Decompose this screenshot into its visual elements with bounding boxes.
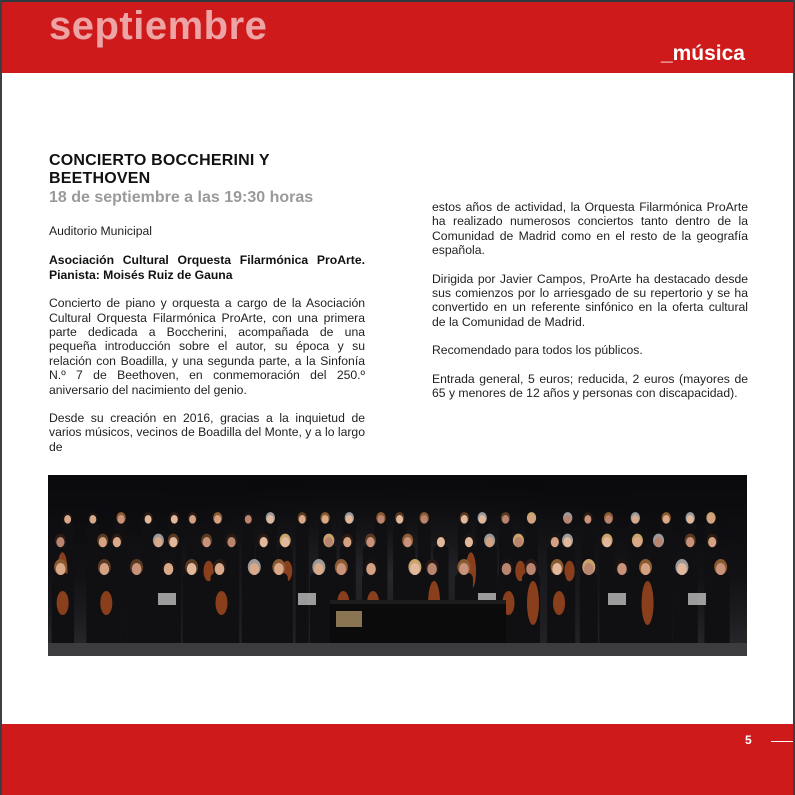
paragraph: Entrada general, 5 euros; reducida, 2 euros (mayores de 65 y menores de 12 años y personas con discapacidad). bbox=[432, 371, 748, 401]
paragraph: Desde su creación en 2016, gracias a la inquietud de varios músicos, vecinos de Boadilla del Monte, y a lo largo de bbox=[49, 411, 365, 454]
paragraph: Dirigida por Javier Campos, ProArte ha destacado desde sus comienzos por lo arriesgado de su repertorio y se ha convertido en un referente sinfónico en la oferta cultural de la Comunidad de Madrid. bbox=[432, 271, 748, 329]
event-date: 18 de septiembre a las 19:30 horas bbox=[49, 189, 314, 206]
month-heading: septiembre bbox=[49, 4, 268, 48]
event-title: CONCIERTO BOCCHERINI Y BEETHOVEN bbox=[49, 152, 270, 187]
section-label: _música bbox=[660, 42, 745, 65]
orchestra-photo bbox=[48, 475, 747, 656]
orchestra-photo-illustration bbox=[48, 475, 747, 656]
event-venue: Auditorio Municipal bbox=[49, 224, 152, 238]
event-performers: Asociación Cultural Orquesta Filarmónica ProArte. Pianista: Moisés Ruiz de Gauna bbox=[49, 253, 365, 282]
footer-band bbox=[2, 724, 793, 795]
paragraph: Recomendado para todos los públicos. bbox=[432, 343, 643, 358]
paragraph: Concierto de piano y orquesta a cargo de la Asociación Cultural Orquesta Filarmónica ProArte, con una primera parte dedicada a Boccherini, acompañada de una pequeña introducción sobre el autor, su época y su relación con Boadilla, y una segunda parte, a la Sinfonía N.º 7 de Beethoven, en conmemoración del 250.º aniversario del nacimiento del genio. bbox=[49, 296, 365, 397]
page-border-left bbox=[0, 0, 2, 795]
page-number: 5 bbox=[745, 733, 752, 747]
left-column bbox=[49, 152, 365, 468]
right-column bbox=[432, 200, 748, 414]
page-number-rule bbox=[771, 741, 793, 742]
paragraph: estos años de actividad, la Orquesta Filarmónica ProArte ha realizado numerosos conciertos tanto dentro de la Comunidad de Madrid como en el resto de la geografía española. bbox=[432, 200, 748, 258]
header-band bbox=[2, 2, 793, 73]
